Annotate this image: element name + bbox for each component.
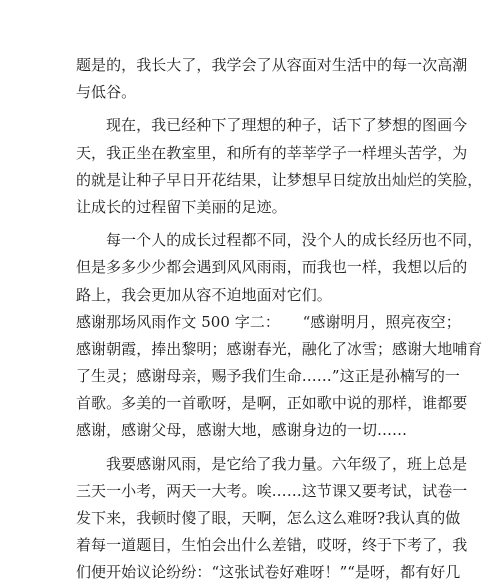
text-line: 但是多多少少都会遇到风风雨雨，而我也一样，我想以后的 xyxy=(76,258,468,277)
text-line: 感谢朝霞，捧出黎明；感谢春光，融化了冰雪；感谢大地哺育 xyxy=(76,339,483,358)
text-line: 了生灵；感谢母亲，赐予我们生命……”这正是孙楠写的一 xyxy=(76,367,460,386)
document-page xyxy=(76,52,483,587)
text-line: 题是的，我长大了，我学会了从容面对生活中的每一次高潮 xyxy=(76,56,468,74)
section-title-line: 感谢那场风雨作文 500 字二： “感谢明月，照亮夜空； xyxy=(76,312,461,331)
paragraph-first-line: 我要感谢风雨，是它给了我力量。六年级了，班上总是 xyxy=(106,454,468,473)
text-line: 路上，我会更加从容不迫地面对它们。 xyxy=(76,285,332,304)
paragraph-first-line: 现在，我已经种下了理想的种子，话下了梦想的图画今 xyxy=(106,116,468,135)
text-line: 着每一道题目，生怕会出什么差错，哎呀，终于下考了，我 xyxy=(76,536,468,555)
text-line: 感谢，感谢父母，感谢大地，感谢身边的一切…… xyxy=(76,421,408,440)
text-line: 首歌。多美的一首歌呀，是啊，正如歌中说的那样，谁都要 xyxy=(76,394,468,413)
text-line: 三天一小考，两天一大考。唉……这节课又要考试，试卷一 xyxy=(76,481,468,500)
paragraph-first-line: 每一个人的成长过程都不同，没个人的成长经历也不同， xyxy=(106,231,483,250)
text-line: 让成长的过程留下美丽的足迹。 xyxy=(76,197,287,216)
text-line: 发下来，我顿时傻了眼，天啊，怎么这么难呀?我认真的做 xyxy=(76,509,461,527)
text-line: 与低谷。 xyxy=(76,83,137,102)
text-line: 天，我正坐在教室里，和所有的莘莘学子一样埋头苦学，为 xyxy=(76,143,468,162)
text-line: 们便开始议论纷纷：“这张试卷好难呀！”“是呀，都有好几 xyxy=(76,563,461,582)
text-line: 的就是让种子早日开花结果，让梦想早日绽放出灿烂的笑脸， xyxy=(76,170,483,189)
